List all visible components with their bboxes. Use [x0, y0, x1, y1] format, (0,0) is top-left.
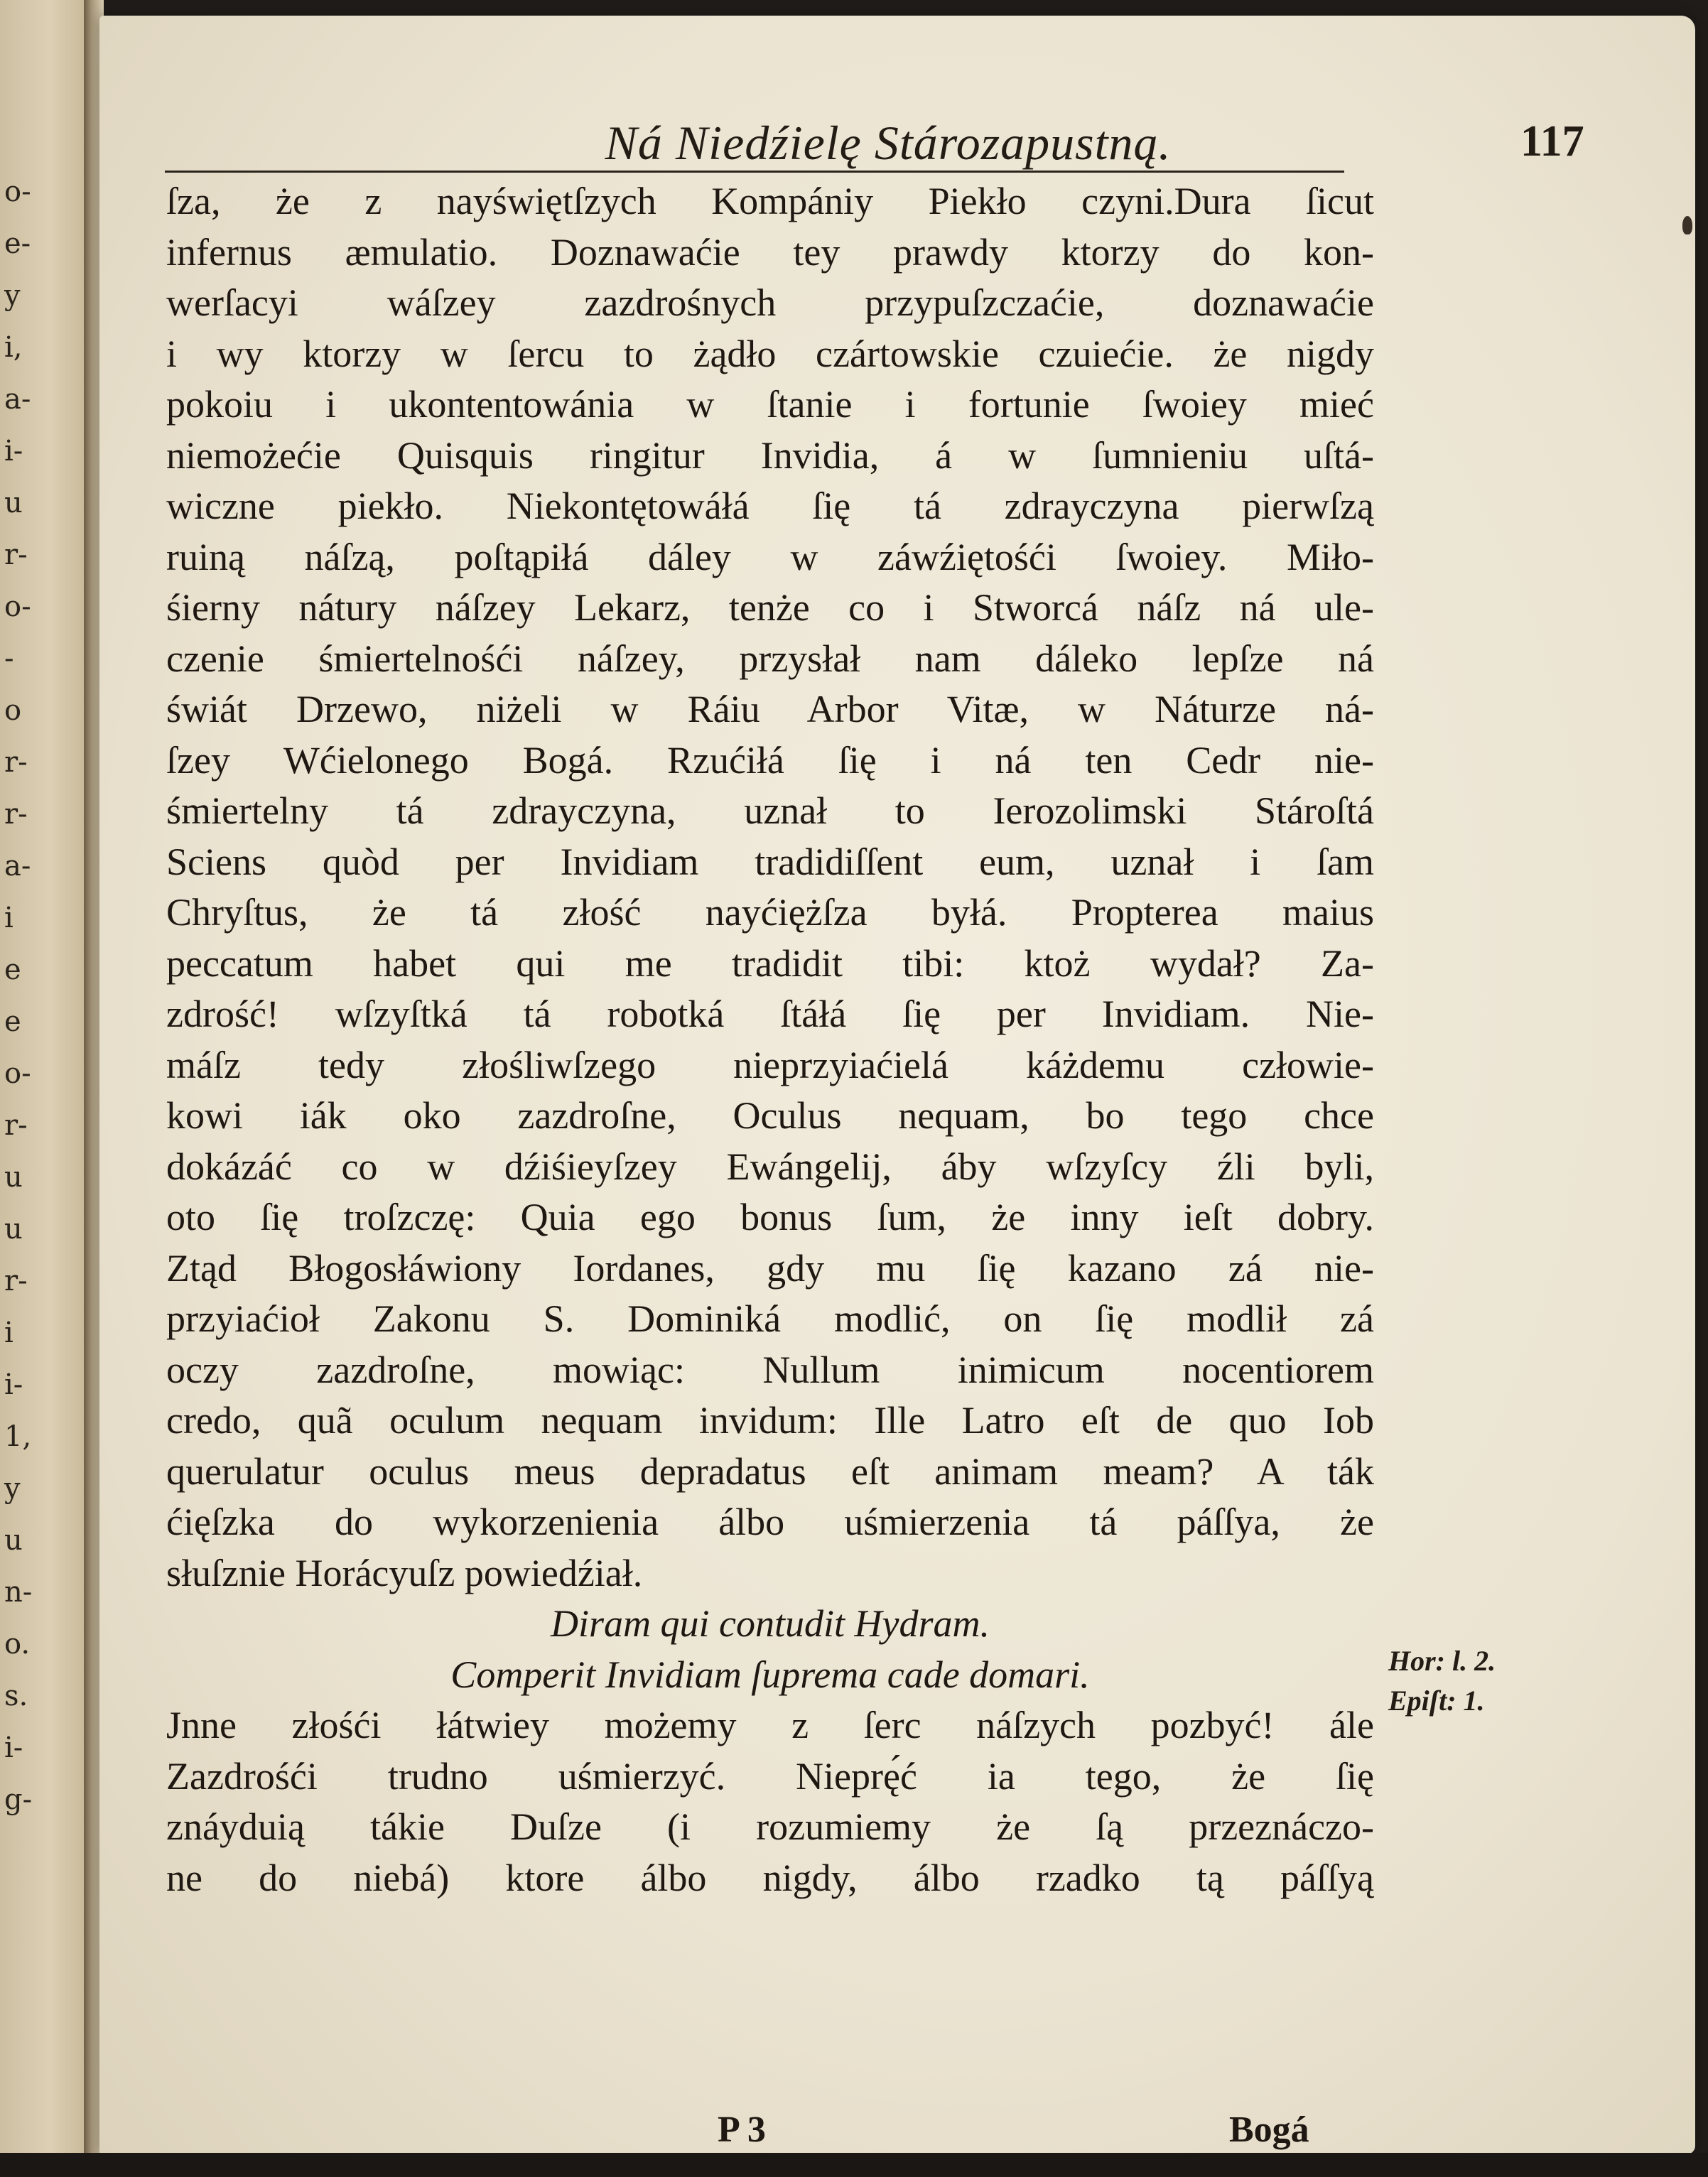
text-line: śierny nátury náſzey Lekarz, tenże co i Stworcá náſz ná ule-	[166, 586, 1374, 629]
text-line: świát Drzewo, niżeli w Ráiu Arbor Vitæ, w Náturze ná-	[166, 688, 1374, 730]
left-page-fragment: i-	[4, 435, 23, 468]
left-page-fragment: n-	[4, 1576, 33, 1609]
catchword: Bogá	[1229, 2110, 1309, 2150]
ink-fleck	[1682, 216, 1692, 234]
text-line: dokázáć co w dźiśieyſzey Ewángelij, áby wſzyſcy źli byli,	[166, 1145, 1374, 1188]
text-line: czenie śmiertelnośći náſzey, przysłał nam dáleko lepſze ná	[166, 637, 1374, 680]
signature-mark: P 3	[718, 2110, 766, 2150]
left-page-fragment: o-	[4, 1057, 31, 1090]
text-line: wiczne piekło. Niekontętowáłá ſię tá zdrayczyna pierwſzą	[166, 485, 1374, 527]
page-text	[166, 176, 1374, 1903]
left-page-fragment: -	[4, 642, 14, 675]
left-page-fragment: r-	[4, 539, 28, 571]
text-line: ſza, że z nayświętſzych Kompániy Piekło czyni.Dura ſicut	[166, 180, 1374, 222]
left-page-fragment: i,	[4, 331, 23, 364]
left-page-edge	[0, 0, 91, 2177]
left-page-fragment: 1,	[4, 1420, 32, 1453]
text-line: werſacyi wáſzey zazdrośnych przypuſzczaćie, doznawaćie	[166, 281, 1374, 324]
left-page-fragment: o-	[4, 590, 31, 623]
text-line: Jnne złośći łátwiey możemy z ſerc náſzych pozbyć! ále	[166, 1704, 1374, 1746]
text-line: Ztąd Błogosłáwiony Iordanes, gdy mu ſię kazano zá nie-	[166, 1246, 1374, 1290]
left-page-fragment: u	[4, 1161, 23, 1194]
text-line: zdrość! wſzyſtká tá robotká ſtáłá ſię per Invidiam. Nie-	[166, 993, 1374, 1035]
page-number: 117	[1520, 117, 1584, 166]
left-page-fragment: y	[4, 279, 21, 312]
text-line: peccatum habet qui me tradidit tibi: ktoż wydał? Za-	[166, 941, 1374, 985]
text-line: ćięſzka do wykorzenienia álbo uśmierzenia tá páſſya, że	[166, 1501, 1374, 1543]
text-line: credo, quã oculum nequam invidum: Ille Latro eſt de quo Iob	[166, 1399, 1374, 1442]
left-page-fragment: i-	[4, 1732, 23, 1764]
margin-citation	[1388, 1641, 1496, 1721]
text-line: i wy ktorzy w ſercu to żądło czártowskie czuiećie. że nigdy	[166, 332, 1374, 375]
left-page-fragment: o.	[4, 1628, 31, 1660]
left-page-fragment: y	[4, 1472, 21, 1505]
left-page-fragment: e-	[4, 227, 31, 260]
text-line: Sciens quòd per Invidiam tradidiſſent eum, uznał i ſam	[166, 840, 1374, 883]
left-page-fragment: u	[4, 1213, 23, 1246]
margin-citation-line-2: Epiſt: 1.	[1388, 1685, 1485, 1717]
text-line: kowi iák oko zazdroſne, Oculus nequam, bo tego chce	[166, 1094, 1374, 1137]
bottom-shadow	[0, 2153, 1708, 2177]
margin-citation-line-1: Hor: l. 2.	[1388, 1645, 1496, 1677]
left-page-fragment: g-	[4, 1783, 33, 1816]
text-line: Chryſtus, że tá złość nayćiężſza byłá. Propterea maius	[166, 891, 1374, 934]
text-line: znáyduią tákie Duſze (i rozumiemy że ſą przeznáczo-	[166, 1805, 1374, 1848]
left-page-fragment: r-	[4, 1265, 28, 1297]
text-line: querulatur oculus meus depradatus eſt animam meam? A ták	[166, 1449, 1374, 1493]
text-line: infernus æmulatio. Doznawaćie tey prawdy ktorzy do kon-	[166, 230, 1374, 274]
left-page-fragment: e	[4, 954, 21, 986]
verse-line: Comperit Invidiam ſuprema cade domari.	[450, 1653, 1090, 1696]
text-line: máſz tedy złośliwſzego nieprzyiaćielá káżdemu człowie-	[166, 1043, 1374, 1086]
text-line: ruiną náſzą, poſtąpiłá dáley w záwźiętośći ſwoiey. Miło-	[166, 535, 1374, 578]
left-page-fragment: i-	[4, 1368, 23, 1401]
left-page-fragment: r-	[4, 1109, 28, 1142]
left-page-fragment: i	[4, 1317, 13, 1349]
text-line: przyiaćioł Zakonu S. Dominiká modlić, on ſię modlił zá	[166, 1297, 1374, 1340]
left-page-fragment: e	[4, 1005, 21, 1038]
text-line: oczy zazdroſne, mowiąc: Nullum inimicum nocentiorem	[166, 1348, 1374, 1391]
left-page-fragment: a-	[4, 383, 31, 416]
left-page-fragment: a-	[4, 850, 31, 882]
left-page-fragment: i	[4, 902, 13, 934]
running-title: Ná Niedźielę Stározapustną.	[605, 116, 1172, 170]
text-line: ſzey Wćielonego Bogá. Rzućiłá ſię i ná ten Cedr nie-	[166, 738, 1374, 782]
left-page-fragment: u	[4, 1524, 23, 1557]
text-line: pokoiu i ukontentowánia w ſtanie i fortunie ſwoiey mieć	[166, 383, 1374, 426]
text-line: Zazdrośći trudno uśmierzyć. Nieprę́ć ia tego, że ſię	[166, 1754, 1374, 1798]
text-line: oto ſię troſzczę: Quia ego bonus ſum, że inny ieſt dobry.	[166, 1196, 1374, 1238]
left-page-fragment: o-	[4, 175, 31, 208]
left-page-fragment: r-	[4, 798, 28, 831]
text-line: słuſznie Horácyuſz powiedźiał.	[166, 1551, 643, 1594]
text-line: ne do niebá) ktore álbo nigdy, álbo rzadko tą páſſyą	[166, 1856, 1374, 1899]
left-page-fragment: o	[4, 694, 22, 727]
header-rule	[165, 171, 1344, 173]
left-page-fragment: s.	[4, 1680, 28, 1712]
text-line: niemożećie Quisquis ringitur Invidia, á w ſumnieniu uſtá-	[166, 433, 1374, 477]
left-page-fragment: u	[4, 487, 23, 519]
left-page-fragment: r-	[4, 746, 28, 779]
text-line: śmiertelny tá zdrayczyna, uznał to Ierozolimski Stároſtá	[166, 789, 1374, 832]
verse-line: Diram qui contudit Hydram.	[551, 1602, 990, 1645]
